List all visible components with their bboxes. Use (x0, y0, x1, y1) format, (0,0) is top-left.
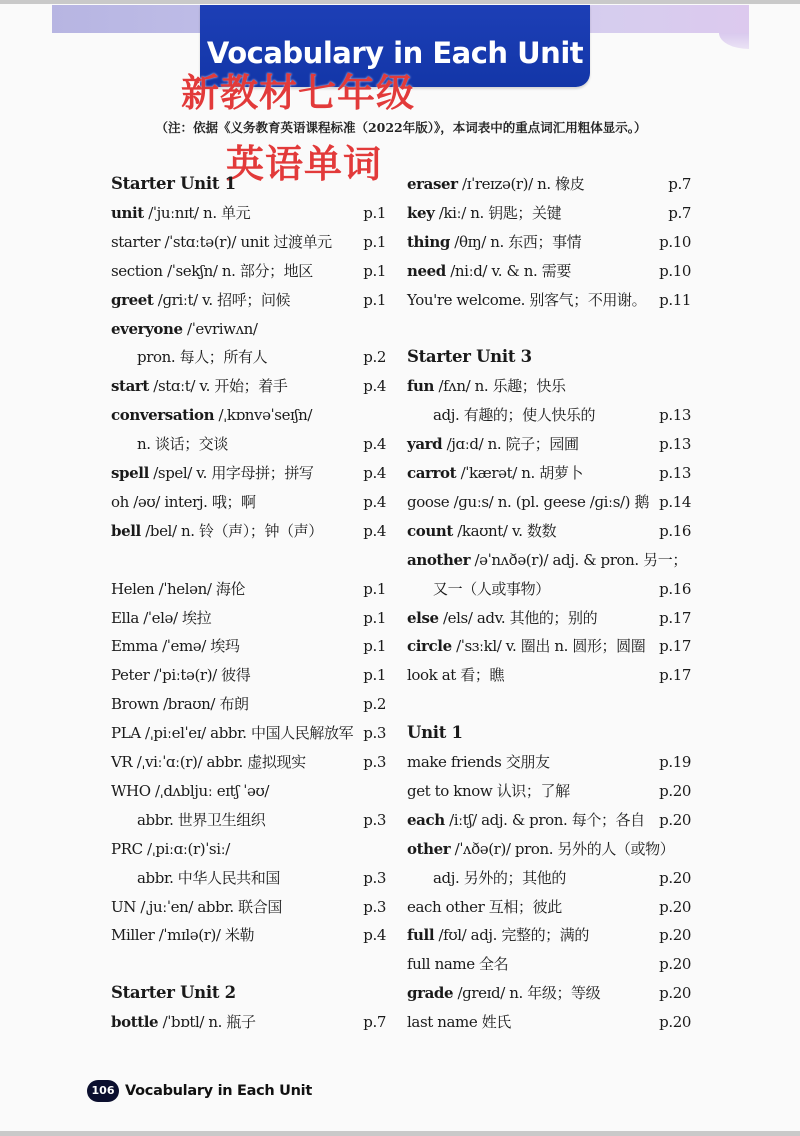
unit-heading (407, 343, 691, 371)
entry-word: look at (407, 666, 456, 685)
entry-definition: /ˈʌðə(r)/ pron. 另外的人（或物） (450, 839, 675, 858)
vocab-entry-continuation (111, 864, 386, 892)
page-ref: p.10 (659, 232, 691, 251)
page-ref: p.4 (363, 435, 386, 454)
page-ref: p.20 (659, 955, 691, 974)
page-ref: p.20 (659, 781, 691, 800)
page-ref: p.7 (363, 1013, 386, 1032)
spacer (111, 950, 386, 978)
page-ref: p.4 (363, 377, 386, 396)
entry-definition: /jɑːd/ n. 院子；园圃 (442, 435, 579, 454)
page-ref: p.3 (363, 868, 386, 887)
vocab-entry (111, 517, 386, 545)
page-ref: p.13 (659, 464, 691, 482)
entry-word: other (407, 839, 451, 858)
bottom-edge-strip (0, 1131, 800, 1136)
vocab-entry (407, 661, 691, 689)
overlay-caption-grade: 新教材七年级 (181, 71, 416, 115)
page-title: Vocabulary in Each Unit (206, 36, 584, 70)
entry-definition: /els/ adv. 其他的；别的 (438, 608, 598, 627)
vocab-entry (407, 488, 691, 516)
page-number-badge: 106 (87, 1080, 119, 1102)
entry-word: eraser (407, 175, 458, 193)
page-ref: p.7 (668, 175, 691, 193)
entry-definition: /braʊn/ 布朗 (158, 695, 249, 714)
vocab-entry (111, 719, 386, 747)
unit-heading-text: Starter Unit 2 (111, 983, 236, 1003)
vocab-entry (407, 835, 691, 863)
vocab-entry (407, 748, 691, 776)
entry-definition: /ˈhelən/ 海伦 (154, 579, 246, 598)
overlay-caption-vocab: 英语单词 (226, 142, 383, 186)
entry-definition: pron. 每人；所有人 (137, 348, 268, 367)
vocab-entry (407, 459, 691, 487)
entry-definition: /ˈbɒtl/ n. 瓶子 (158, 1013, 256, 1032)
entry-definition: /ˈevriwʌn/ (182, 319, 258, 338)
vocab-entry (407, 170, 691, 198)
page-ref: p.16 (659, 579, 691, 598)
entry-word: bell (111, 521, 141, 540)
entry-word: conversation (111, 406, 215, 425)
vocab-entry (407, 517, 691, 545)
entry-word: each (407, 810, 445, 829)
entry-word: Brown (111, 695, 159, 714)
page-ref: p.3 (363, 753, 386, 771)
entry-definition: /ˈsekʃn/ n. 部分；地区 (162, 261, 313, 280)
vocab-entry (407, 199, 691, 227)
page-ref: p.3 (363, 724, 386, 743)
entry-word: another (407, 550, 471, 569)
entry-definition: /ˌpiːelˈeɪ/ abbr. 中国人民解放军 (140, 724, 354, 743)
vocab-entry (407, 546, 691, 574)
vocab-entry (111, 575, 386, 603)
entry-word: full name (407, 955, 475, 974)
vocab-entry-continuation (111, 806, 386, 834)
vocab-entry (111, 228, 386, 256)
entry-word: WHO (111, 781, 151, 800)
page-ref: p.11 (659, 290, 691, 309)
vocab-entry (407, 806, 691, 834)
vocab-entry (111, 835, 386, 863)
page-ref: p.4 (363, 521, 386, 540)
entry-word: full (407, 926, 435, 945)
vocab-entry (111, 488, 386, 516)
entry-definition: /ˈmɪlə(r)/ 米勒 (154, 926, 255, 945)
page-ref: p.3 (363, 810, 386, 829)
entry-word: PRC (111, 839, 143, 858)
vocab-entry (111, 1008, 386, 1036)
vocab-entry (407, 372, 691, 400)
entry-word: yard (407, 435, 443, 454)
page-ref: p.14 (659, 492, 691, 511)
entry-definition: abbr. 世界卫生组织 (137, 810, 266, 829)
entry-definition: /ɡriːt/ v. 招呼；问候 (153, 290, 291, 309)
page-ref: p.1 (363, 290, 386, 309)
entry-definition: /ˈpiːtə(r)/ 彼得 (149, 666, 251, 685)
unit-heading-text: Unit 1 (407, 723, 463, 743)
page-ref: p.17 (659, 666, 691, 685)
entry-word: You're welcome. (407, 290, 526, 309)
page-ref: p.2 (363, 348, 386, 367)
vocab-entry (407, 257, 691, 285)
entry-definition: /iːtʃ/ adj. & pron. 每个；各自 (444, 810, 645, 829)
entry-definition: 看；瞧 (455, 666, 505, 685)
entry-word: section (111, 261, 163, 280)
entry-word: starter (111, 232, 161, 251)
page-ref: p.2 (363, 695, 386, 714)
entry-definition: 互相；彼此 (484, 897, 562, 916)
vocab-entry (111, 632, 386, 660)
entry-word: Helen (111, 579, 155, 598)
entry-definition: n. 谈话；交谈 (137, 435, 228, 454)
entry-definition: 认识；了解 (492, 781, 570, 800)
entry-definition: /kaʊnt/ v. 数数 (452, 521, 557, 540)
page-ref: p.20 (659, 810, 691, 829)
entry-definition: /ɪˈreɪzə(r)/ n. 橡皮 (457, 175, 585, 193)
entry-definition: /ˌviːˈɑː(r)/ abbr. 虚拟现实 (132, 753, 306, 771)
footer-title: Vocabulary in Each Unit (125, 1083, 312, 1099)
vocab-entry (407, 893, 691, 921)
page-ref: p.1 (363, 637, 386, 656)
vocab-entry-continuation (111, 343, 386, 371)
unit-heading-text: Starter Unit 1 (111, 174, 236, 193)
page-ref: p.19 (659, 753, 691, 771)
page-ref: p.20 (659, 1013, 691, 1032)
entry-word: grade (407, 984, 454, 1003)
page-ref: p.20 (659, 868, 691, 887)
page-ref: p.20 (659, 926, 691, 945)
vocab-entry (111, 372, 386, 400)
entry-word: make friends (407, 753, 502, 771)
entry-word: fun (407, 377, 435, 396)
entry-word: else (407, 608, 439, 627)
entry-word: Peter (111, 666, 150, 685)
page-ref: p.20 (659, 897, 691, 916)
entry-definition: 交朋友 (501, 753, 550, 771)
vocab-entry-continuation (407, 864, 691, 892)
entry-definition: /ˈsɜːkl/ v. 圈出 n. 圆形；圆圈 (451, 637, 646, 656)
entry-definition: 全名 (474, 955, 509, 974)
page-ref: p.20 (659, 984, 691, 1003)
entry-definition: abbr. 中华人民共和国 (137, 868, 281, 887)
page-ref: p.4 (363, 926, 386, 945)
entry-word: PLA (111, 724, 141, 743)
vocab-entry (407, 604, 691, 632)
entry-definition: /stɑːt/ v. 开始；着手 (148, 377, 288, 396)
entry-word: Ella (111, 608, 139, 627)
vocab-entry (111, 401, 386, 429)
entry-definition: /ɡuːs/ n. (pl. geese /ɡiːs/) 鹅 (449, 492, 650, 511)
entry-definition: /ɡreɪd/ n. 年级；等级 (453, 984, 601, 1003)
vocab-entry (407, 286, 691, 314)
vocab-entry (407, 777, 691, 805)
vocab-entry (111, 257, 386, 285)
curriculum-note: （注：依据《义务教育英语课程标准（2022年版）》，本词表中的重点词汇用粗体显示。） (155, 120, 647, 135)
page-ref: p.17 (659, 608, 691, 627)
page-ref: p.3 (363, 897, 386, 916)
page-ref: p.17 (659, 637, 691, 656)
entry-word: count (407, 521, 453, 540)
entry-definition: /ˌdʌbljuː eɪtʃ ˈəʊ/ (150, 781, 270, 800)
entry-word: thing (407, 232, 450, 251)
page-ref: p.1 (363, 666, 386, 685)
entry-definition: 姓氏 (477, 1013, 511, 1032)
entry-word: spell (111, 464, 149, 482)
entry-definition: /ˌkɒnvəˈseɪʃn/ (214, 406, 313, 425)
entry-word: start (111, 377, 149, 396)
vocab-entry (407, 632, 691, 660)
page-ref: p.1 (363, 232, 386, 251)
vocab-entry (111, 661, 386, 689)
vocab-entry (407, 430, 691, 458)
vocab-entry (111, 459, 386, 487)
entry-definition: /əʊ/ interj. 哦；啊 (128, 492, 256, 511)
vocab-entry (407, 979, 691, 1007)
entry-word: goose (407, 492, 450, 511)
unit-heading (111, 979, 386, 1007)
entry-word: last name (407, 1013, 478, 1032)
vocab-entry (111, 604, 386, 632)
page-ref: p.4 (363, 492, 386, 511)
spacer (407, 690, 691, 718)
vocab-entry (111, 286, 386, 314)
entry-word: carrot (407, 464, 457, 482)
entry-word: key (407, 203, 435, 222)
entry-definition: 别客气；不用谢。 (525, 290, 647, 309)
entry-word: unit (111, 203, 144, 222)
page-ref: p.16 (659, 521, 691, 540)
vocab-entry-continuation (111, 430, 386, 458)
vocab-entry (111, 690, 386, 718)
entry-definition: 又一（人或事物） (433, 579, 550, 598)
spacer (111, 546, 386, 574)
entry-definition: /θɪŋ/ n. 东西；事情 (449, 232, 582, 251)
page-ref: p.1 (363, 261, 386, 280)
vocab-entry (111, 777, 386, 805)
vocab-entry (407, 228, 691, 256)
vocab-entry (407, 950, 691, 978)
page-ref: p.4 (363, 464, 386, 482)
vocab-entry (111, 199, 386, 227)
entry-definition: adj. 有趣的；使人快乐的 (433, 406, 596, 425)
vocab-entry (111, 748, 386, 776)
page-ref: p.13 (659, 406, 691, 425)
entry-definition: /spel/ v. 用字母拼；拼写 (148, 464, 314, 482)
vocab-entry (111, 893, 386, 921)
vocab-entry-continuation (407, 575, 691, 603)
entry-word: each other (407, 897, 485, 916)
vocab-entry-continuation (407, 401, 691, 429)
entry-definition: /əˈnʌðə(r)/ adj. & pron. 另一； (470, 550, 687, 569)
entry-word: Emma (111, 637, 158, 656)
vocab-entry (407, 1008, 691, 1036)
unit-heading (111, 170, 386, 198)
entry-definition: /bel/ n. 铃（声）；钟（声） (140, 521, 323, 540)
entry-word: bottle (111, 1013, 159, 1032)
entry-definition: /ˈemə/ 埃玛 (157, 637, 240, 656)
page-ref: p.10 (659, 261, 691, 280)
entry-definition: /ˌjuːˈen/ abbr. 联合国 (135, 897, 282, 916)
entry-definition: /ˌpiːɑː(r)ˈsiː/ (142, 839, 230, 858)
page-ref: p.13 (659, 435, 691, 454)
entry-definition: /fʊl/ adj. 完整的；满的 (434, 926, 589, 945)
entry-word: everyone (111, 319, 183, 338)
entry-word: Miller (111, 926, 155, 945)
entry-definition: /kiː/ n. 钥匙；关键 (434, 203, 562, 222)
entry-word: oh (111, 492, 129, 511)
page-ref: p.1 (363, 608, 386, 627)
entry-word: VR (111, 753, 133, 771)
vocab-entry (111, 921, 386, 949)
entry-definition: /fʌn/ n. 乐趣；快乐 (434, 377, 566, 396)
entry-word: UN (111, 897, 136, 916)
vocab-entry (111, 315, 386, 343)
entry-word: greet (111, 290, 154, 309)
spacer (407, 315, 691, 343)
entry-definition: /ˈjuːnɪt/ n. 单元 (143, 203, 251, 222)
page-ref: p.1 (363, 579, 386, 598)
page-ref: p.1 (363, 203, 386, 222)
entry-word: circle (407, 637, 452, 656)
entry-word: need (407, 261, 446, 280)
entry-word: get to know (407, 781, 493, 800)
entry-definition: /ˈstɑːtə(r)/ unit 过渡单元 (160, 232, 332, 251)
unit-heading-text: Starter Unit 3 (407, 347, 532, 367)
entry-definition: /ˈkærət/ n. 胡萝卜 (456, 464, 584, 482)
entry-definition: /ˈelə/ 埃拉 (138, 608, 212, 627)
unit-heading (407, 719, 691, 747)
entry-definition: /niːd/ v. & n. 需要 (445, 261, 571, 280)
page-ref: p.7 (668, 203, 691, 222)
entry-definition: adj. 另外的；其他的 (433, 868, 566, 887)
vocab-entry (407, 921, 691, 949)
